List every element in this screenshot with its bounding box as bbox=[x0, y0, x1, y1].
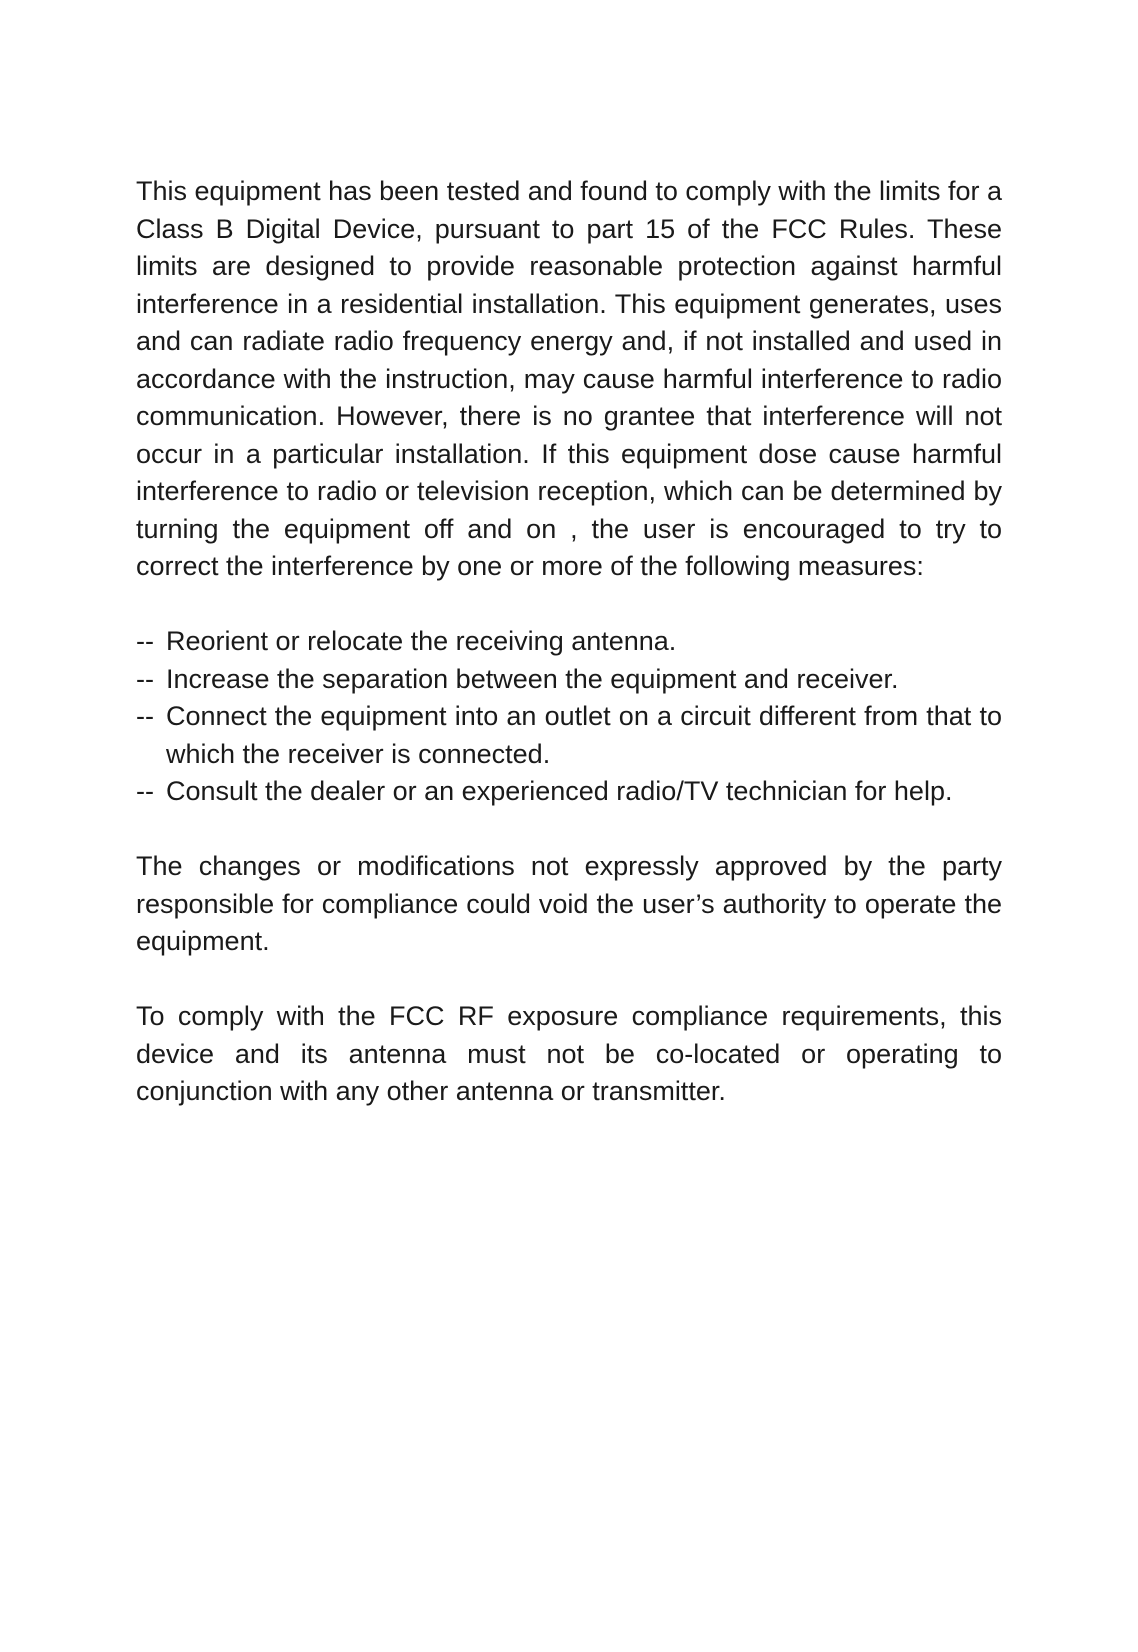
rf-exposure-paragraph: To comply with the FCC RF exposure compliance requirements, this device and its antenna must not be co-located or operating to conjunction with any other antenna or transmitter. bbox=[136, 1001, 1002, 1106]
document-body bbox=[136, 173, 1002, 1111]
measure-dash: -- bbox=[136, 663, 154, 694]
paragraph-spacer bbox=[136, 586, 1002, 624]
measure-item bbox=[136, 623, 1002, 661]
measure-item bbox=[136, 773, 1002, 811]
paragraph-spacer bbox=[136, 961, 1002, 999]
measures-list bbox=[136, 623, 1002, 811]
measure-text: Increase the separation between the equipment and receiver. bbox=[166, 663, 899, 694]
measure-dash: -- bbox=[136, 776, 154, 806]
intro-paragraph: This equipment has been tested and found to comply with the limits for a Class B Digital Device, pursuant to part 15 of the FCC Rules. These limits are designed to provide reasonable protection against harmful interference in a residential installation. This equipment generates, uses and can radiate radio frequency energy and, if not installed and used in accordance with the instruction, may cause harmful interference to radio communication. However, there is no grantee that interference will not occur in a particular installation. If this equipment dose cause harmful interference to radio or television reception, which can be determined by turning the equipment off and on , the user is encouraged to try to correct the interference by one or more of the following measures: bbox=[136, 176, 1002, 581]
modifications-paragraph: The changes or modifications not expressly approved by the party responsible for compliance could void the user’s authority to operate the equipment. bbox=[136, 851, 1002, 956]
measure-text: Connect the equipment into an outlet on a circuit different from that to which the receiver is connected. bbox=[166, 701, 1002, 769]
measure-item bbox=[136, 698, 1002, 773]
measure-dash: -- bbox=[136, 701, 154, 731]
measure-text: Consult the dealer or an experienced radio/TV technician for help. bbox=[166, 776, 953, 806]
paragraph-spacer bbox=[136, 811, 1002, 849]
measure-dash: -- bbox=[136, 626, 154, 656]
measure-text: Reorient or relocate the receiving antenna. bbox=[166, 626, 677, 656]
measure-item bbox=[136, 661, 1002, 699]
